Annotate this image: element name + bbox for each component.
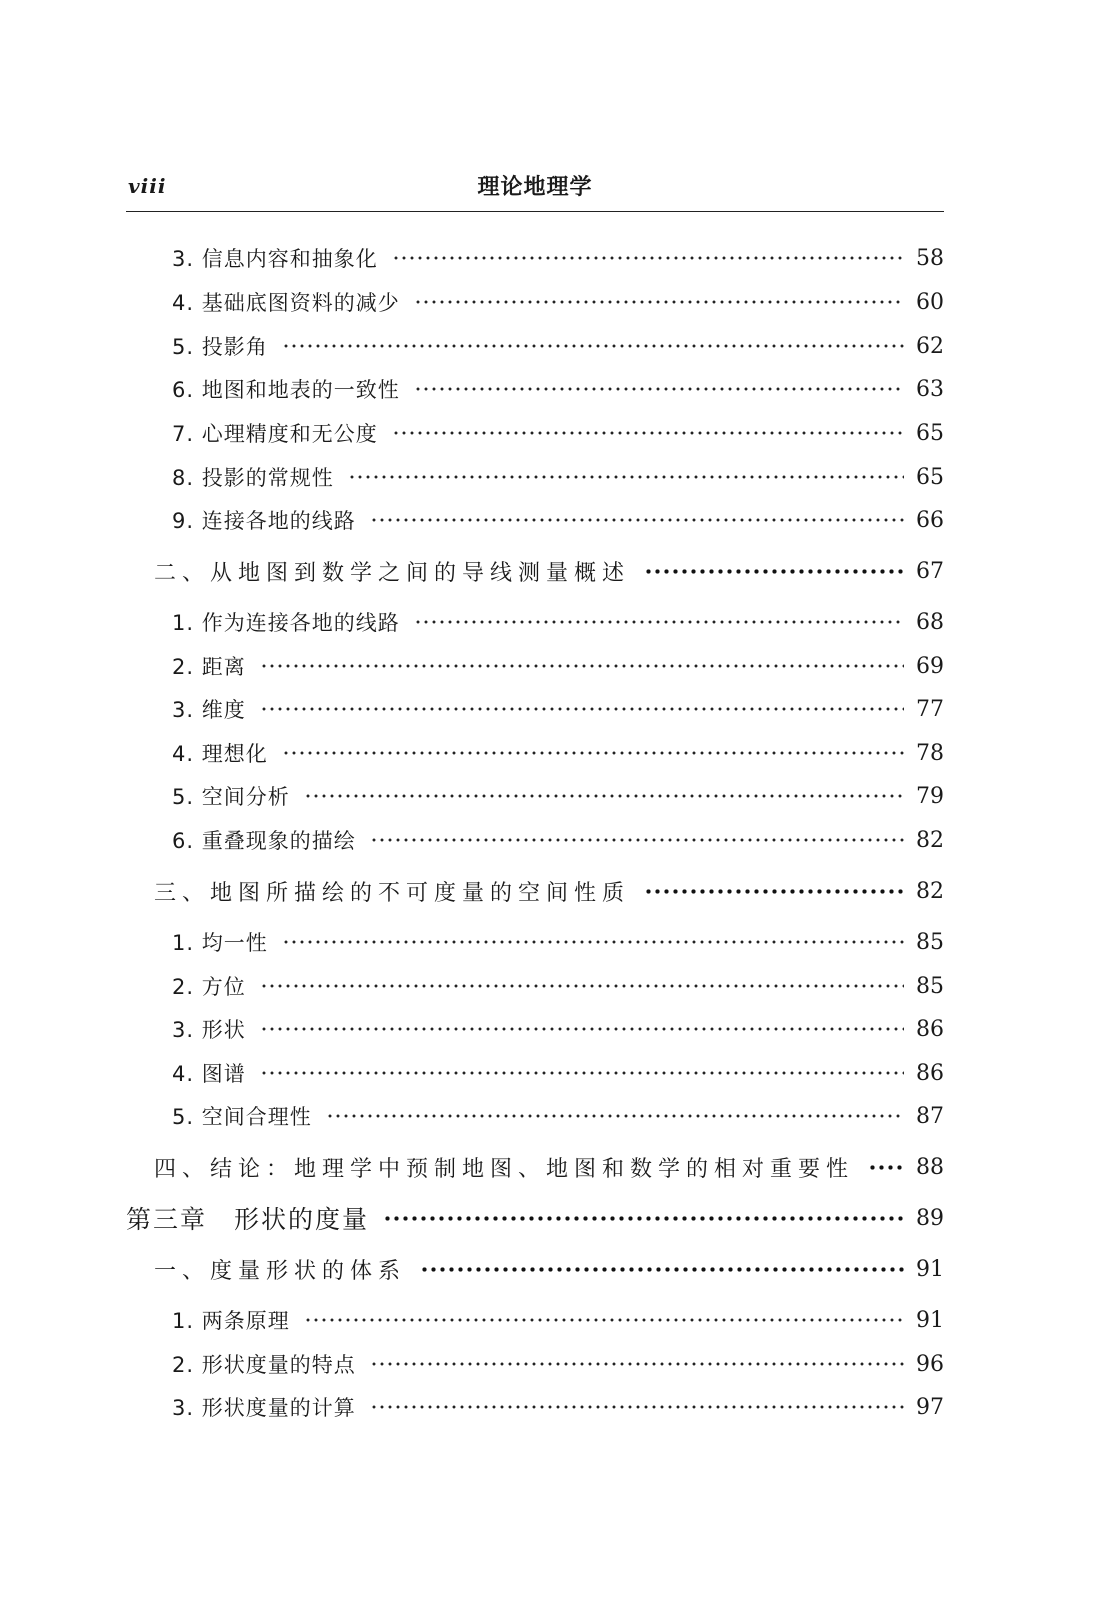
dot-leader: [282, 344, 904, 348]
toc-entry-page: 58: [916, 245, 944, 271]
toc-entry-title: 3. 信息内容和抽象化: [172, 247, 378, 271]
toc-entry-title: 3. 形状: [172, 1018, 246, 1042]
dot-leader: [868, 1165, 904, 1170]
toc-entry-page: 79: [916, 783, 944, 809]
toc-entry-page: 78: [916, 740, 944, 766]
toc-entry-title: 5. 投影角: [172, 335, 268, 359]
toc-entry-title: 1. 均一性: [172, 931, 268, 955]
dot-leader: [414, 620, 904, 624]
dot-leader: [282, 940, 904, 944]
dot-leader: [260, 1027, 904, 1031]
toc-section-entry[interactable]: [126, 1249, 944, 1289]
toc-entry-title: 二、从地图到数学之间的导线测量概述: [154, 560, 631, 586]
toc-entry-title: 2. 形状度量的特点: [172, 1353, 356, 1377]
dot-leader: [348, 475, 904, 479]
toc-entry[interactable]: [126, 733, 944, 773]
toc-section-entry[interactable]: [126, 871, 944, 911]
toc-entry[interactable]: [126, 689, 944, 729]
running-head: [126, 168, 944, 208]
book-title: 理论地理学: [477, 175, 593, 200]
toc-entry-title: 5. 空间合理性: [172, 1105, 312, 1129]
toc-entry[interactable]: [126, 1053, 944, 1093]
dot-leader: [414, 300, 904, 304]
toc-entry-page: 91: [916, 1256, 944, 1282]
toc-entry-title: 一、度量形状的体系: [154, 1258, 407, 1284]
toc-entry-page: 65: [916, 464, 944, 490]
dot-leader: [326, 1114, 904, 1118]
toc-entry-page: 97: [916, 1394, 944, 1420]
toc-entry-page: 77: [916, 696, 944, 722]
toc-entry[interactable]: [126, 282, 944, 322]
dot-leader: [260, 664, 904, 668]
toc-entry[interactable]: [126, 966, 944, 1006]
dot-leader: [383, 1216, 904, 1221]
dot-leader: [260, 984, 904, 988]
dot-leader: [260, 707, 904, 711]
toc-entry-page: 91: [916, 1307, 944, 1333]
toc-entry[interactable]: [126, 1009, 944, 1049]
toc-entry-page: 66: [916, 507, 944, 533]
toc-entry-title: 2. 方位: [172, 975, 246, 999]
toc-entry-page: 85: [916, 929, 944, 955]
toc-entry-page: 86: [916, 1016, 944, 1042]
dot-leader: [420, 1267, 904, 1272]
toc-entry[interactable]: [126, 1300, 944, 1340]
toc-entry[interactable]: [126, 413, 944, 453]
toc-entry-page: 87: [916, 1103, 944, 1129]
toc-entry[interactable]: [126, 776, 944, 816]
toc-entry-title: 3. 形状度量的计算: [172, 1396, 356, 1420]
toc-entry[interactable]: [126, 922, 944, 962]
toc-entry-title: 2. 距离: [172, 655, 246, 679]
toc-entry-title: 1. 作为连接各地的线路: [172, 611, 400, 635]
toc-entry-title: 1. 两条原理: [172, 1309, 290, 1333]
toc-chapter-entry[interactable]: [126, 1198, 944, 1238]
toc-entry-page: 82: [916, 878, 944, 904]
toc-entry-page: 85: [916, 973, 944, 999]
toc-entry-title: 5. 空间分析: [172, 785, 290, 809]
dot-leader: [644, 889, 904, 894]
toc-entry-page: 82: [916, 827, 944, 853]
toc-entry-title: 4. 基础底图资料的减少: [172, 291, 400, 315]
toc-section-entry[interactable]: [126, 1147, 944, 1187]
dot-leader: [644, 569, 904, 574]
toc-entry[interactable]: [126, 820, 944, 860]
dot-leader: [414, 387, 904, 391]
toc-entry-title: 四、结论：地理学中预制地图、地图和数学的相对重要性: [154, 1156, 855, 1182]
dot-leader: [304, 1318, 904, 1322]
toc-entry-page: 60: [916, 289, 944, 315]
toc-entry[interactable]: [126, 457, 944, 497]
toc-entry-page: 63: [916, 376, 944, 402]
toc-entry-title: 4. 理想化: [172, 742, 268, 766]
toc-entry-title: 4. 图谱: [172, 1062, 246, 1086]
dot-leader: [282, 751, 904, 755]
dot-leader: [392, 431, 904, 435]
dot-leader: [370, 1405, 904, 1409]
toc-entry-page: 96: [916, 1351, 944, 1377]
dot-leader: [392, 256, 904, 260]
dot-leader: [370, 1362, 904, 1366]
toc-entry-title: 9. 连接各地的线路: [172, 509, 356, 533]
toc-entry-title: 三、地图所描绘的不可度量的空间性质: [154, 880, 631, 906]
toc-entry[interactable]: [126, 369, 944, 409]
toc-entry[interactable]: [126, 1344, 944, 1384]
toc-entry-title: 6. 重叠现象的描绘: [172, 829, 356, 853]
toc-entry-title: 8. 投影的常规性: [172, 466, 334, 490]
toc-entry-title: 3. 维度: [172, 698, 246, 722]
toc-entry[interactable]: [126, 500, 944, 540]
toc-entry[interactable]: [126, 326, 944, 366]
toc-entry[interactable]: [126, 1387, 944, 1427]
toc-entry[interactable]: [126, 238, 944, 278]
toc-entry-page: 89: [916, 1205, 944, 1231]
toc-entry-page: 88: [916, 1154, 944, 1180]
dot-leader: [370, 518, 904, 522]
toc-entry-page: 62: [916, 333, 944, 359]
dot-leader: [370, 838, 904, 842]
toc-entry-title: 6. 地图和地表的一致性: [172, 378, 400, 402]
dot-leader: [304, 794, 904, 798]
page-number: viii: [128, 174, 167, 198]
toc-entry-page: 65: [916, 420, 944, 446]
header-rule: [126, 211, 944, 212]
toc-entry-title: 7. 心理精度和无公度: [172, 422, 378, 446]
toc-entry-title: 第三章 形状的度量: [126, 1205, 370, 1234]
toc-entry-page: 68: [916, 609, 944, 635]
toc-entry-page: 67: [916, 558, 944, 584]
toc-entry[interactable]: [126, 1096, 944, 1136]
dot-leader: [260, 1071, 904, 1075]
toc-entry[interactable]: [126, 602, 944, 642]
toc-entry-page: 69: [916, 653, 944, 679]
toc-section-entry[interactable]: [126, 551, 944, 591]
toc-entry-page: 86: [916, 1060, 944, 1086]
toc-entry[interactable]: [126, 646, 944, 686]
